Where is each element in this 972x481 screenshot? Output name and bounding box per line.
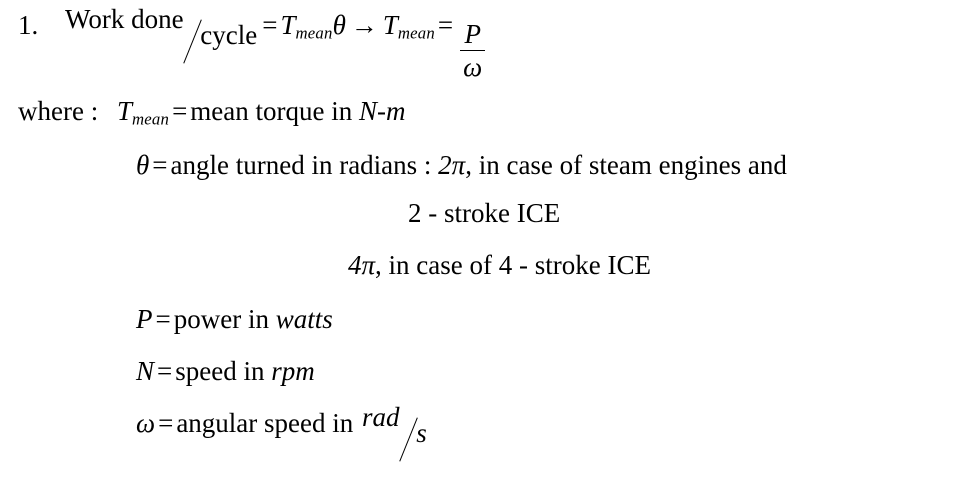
p-symbol: P (136, 304, 153, 334)
item-number: 1. (18, 10, 39, 40)
t-mean-subscript-1: mean (295, 23, 333, 43)
equals-sign-7: = (158, 408, 174, 438)
equation-line-8 (136, 402, 429, 449)
equation-line-4 (408, 200, 560, 227)
theta-symbol-1: θ (332, 10, 346, 40)
two-pi-value: 2π (438, 150, 466, 180)
four-stroke-ice-text: , in case of 4 - stroke ICE (375, 250, 651, 280)
omega-symbol: ω (136, 408, 156, 438)
p-over-omega-fraction (456, 20, 489, 82)
angular-speed-text: angular speed in (176, 408, 354, 438)
equals-sign-3: = (172, 96, 188, 126)
equals-sign-5: = (155, 304, 171, 334)
four-pi-value: 4π (348, 250, 376, 280)
equation-line-7 (136, 358, 315, 385)
steam-engines-text: , in case of steam engines and (465, 150, 787, 180)
fraction-numerator-p: P (464, 18, 481, 49)
t-mean-symbol-2: T (382, 10, 398, 40)
equation-line-5 (348, 252, 651, 279)
equation-line-2 (18, 98, 406, 128)
cycle-label: cycle (200, 20, 258, 51)
t-mean-symbol-1: T (280, 10, 296, 40)
fraction-rule (460, 50, 485, 51)
equals-sign-6: = (157, 356, 173, 386)
t-mean-subscript-2: mean (397, 23, 435, 43)
equals-sign-1: = (262, 10, 278, 40)
power-text: power in (173, 304, 269, 334)
two-stroke-ice-text: 2 - stroke ICE (408, 198, 561, 228)
rad-units: rad (362, 402, 400, 433)
equation-line-6 (136, 306, 333, 333)
equals-sign-4: = (152, 150, 168, 180)
fraction-denominator-omega: ω (463, 52, 483, 83)
theta-symbol-2: θ (136, 150, 150, 180)
mean-torque-text: mean torque in (190, 96, 353, 126)
rad-per-s-fraction (362, 402, 427, 449)
implies-arrow-icon: → (350, 10, 378, 40)
watts-units: watts (275, 304, 333, 334)
equation-line-1 (18, 4, 489, 83)
n-m-units: N-m (359, 96, 406, 126)
rpm-units: rpm (271, 356, 315, 386)
work-done-per-cycle-fraction (65, 4, 258, 51)
where-label: where : (18, 96, 99, 126)
t-mean-symbol-3: T (116, 96, 132, 126)
speed-text: speed in (175, 356, 265, 386)
work-done-label: Work done (65, 4, 184, 35)
equation-line-3 (136, 152, 787, 179)
n-symbol: N (136, 356, 155, 386)
angle-turned-text: angle turned in radians : (170, 150, 432, 180)
equals-sign-2: = (437, 10, 454, 40)
t-mean-subscript-3: mean (132, 109, 170, 129)
s-units: s (416, 418, 427, 449)
